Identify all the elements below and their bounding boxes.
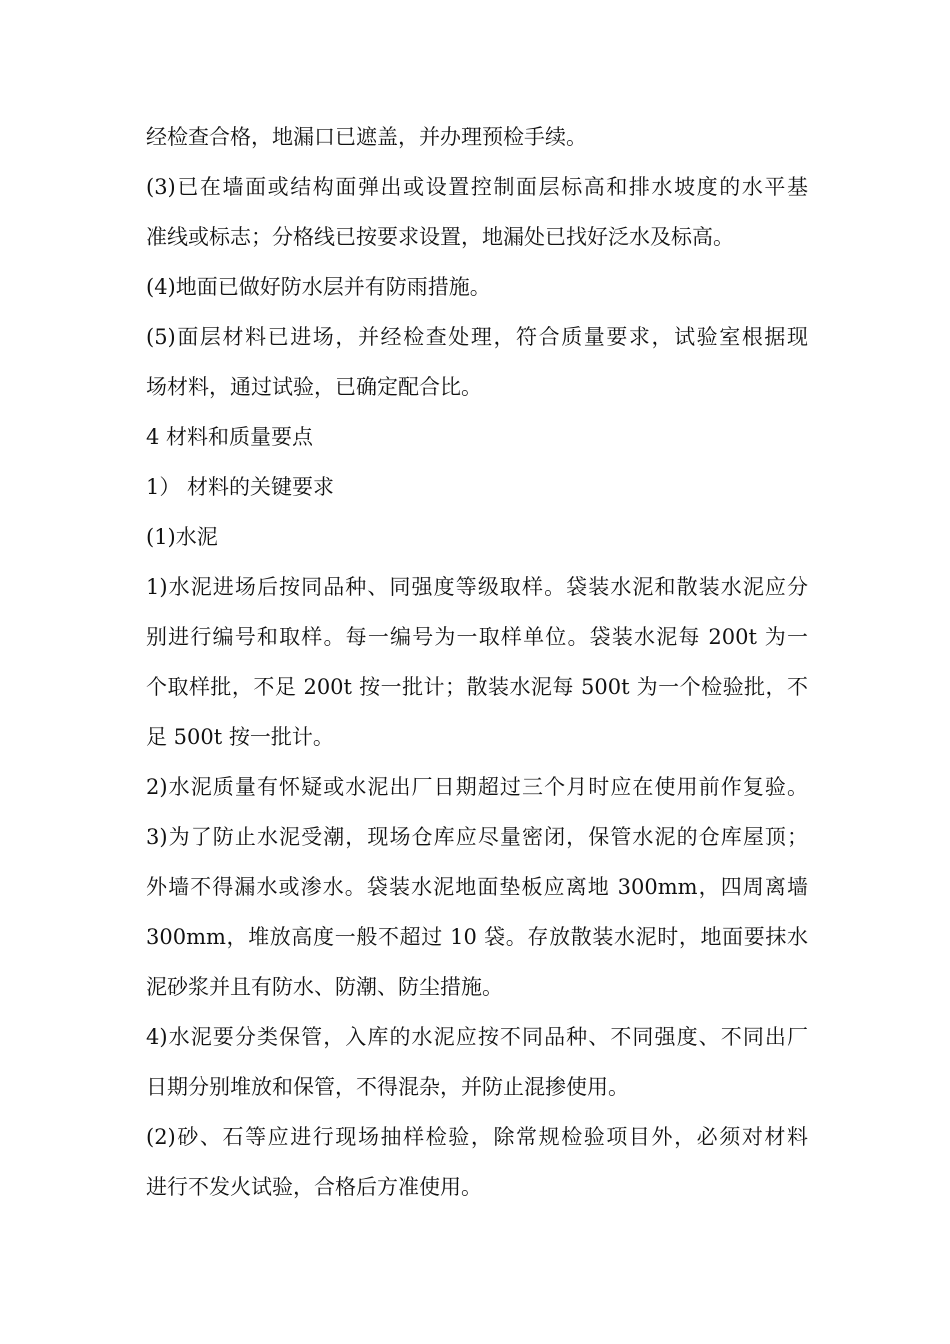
- text-line: 1)水泥进场后按同品种、同强度等级取样。袋装水泥和散装水泥应分: [146, 575, 808, 599]
- text-line: 4)水泥要分类保管，入库的水泥应按不同品种、不同强度、不同出厂: [146, 1025, 808, 1049]
- text-line: 300mm，堆放高度一般不超过 10 袋。存放散装水泥时，地面要抹水: [146, 925, 808, 949]
- text-line: 外墙不得漏水或渗水。袋装水泥地面垫板应离地 300mm，四周离墙: [146, 875, 808, 899]
- text-line: 别进行编号和取样。每一编号为一取样单位。袋装水泥每 200t 为一: [146, 625, 808, 649]
- text-line: (2)砂、石等应进行现场抽样检验，除常规检验项目外，必须对材料: [146, 1125, 808, 1149]
- section-heading: 4 材料和质量要点: [146, 425, 314, 449]
- text-line: (5)面层材料已进场，并经检查处理，符合质量要求，试验室根据现: [146, 325, 808, 349]
- text-line: (4)地面已做好防水层并有防雨措施。: [146, 275, 491, 299]
- text-line: (3)已在墙面或结构面弹出或设置控制面层标高和排水坡度的水平基: [146, 175, 808, 199]
- text-line: 足 500t 按一批计。: [146, 725, 334, 749]
- text-line: 进行不发火试验，合格后方准使用。: [146, 1175, 482, 1199]
- text-line: 经检查合格，地漏口已遮盖，并办理预检手续。: [146, 125, 587, 149]
- text-line: 泥砂浆并且有防水、防潮、防尘措施。: [146, 975, 503, 999]
- document-body: [146, 112, 808, 1212]
- text-line: 场材料，通过试验，已确定配合比。: [146, 375, 482, 399]
- subsection-heading: 1） 材料的关键要求: [146, 475, 335, 499]
- text-line: 3)为了防止水泥受潮，现场仓库应尽量密闭，保管水泥的仓库屋顶；: [146, 825, 808, 849]
- text-line: 日期分别堆放和保管，不得混杂，并防止混掺使用。: [146, 1075, 629, 1099]
- text-line: 2)水泥质量有怀疑或水泥出厂日期超过三个月时应在使用前作复验。: [146, 775, 808, 799]
- item-heading: (1)水泥: [146, 525, 218, 549]
- text-line: 个取样批，不足 200t 按一批计；散装水泥每 500t 为一个检验批，不: [146, 675, 808, 699]
- text-line: 准线或标志；分格线已按要求设置，地漏处已找好泛水及标高。: [146, 225, 734, 249]
